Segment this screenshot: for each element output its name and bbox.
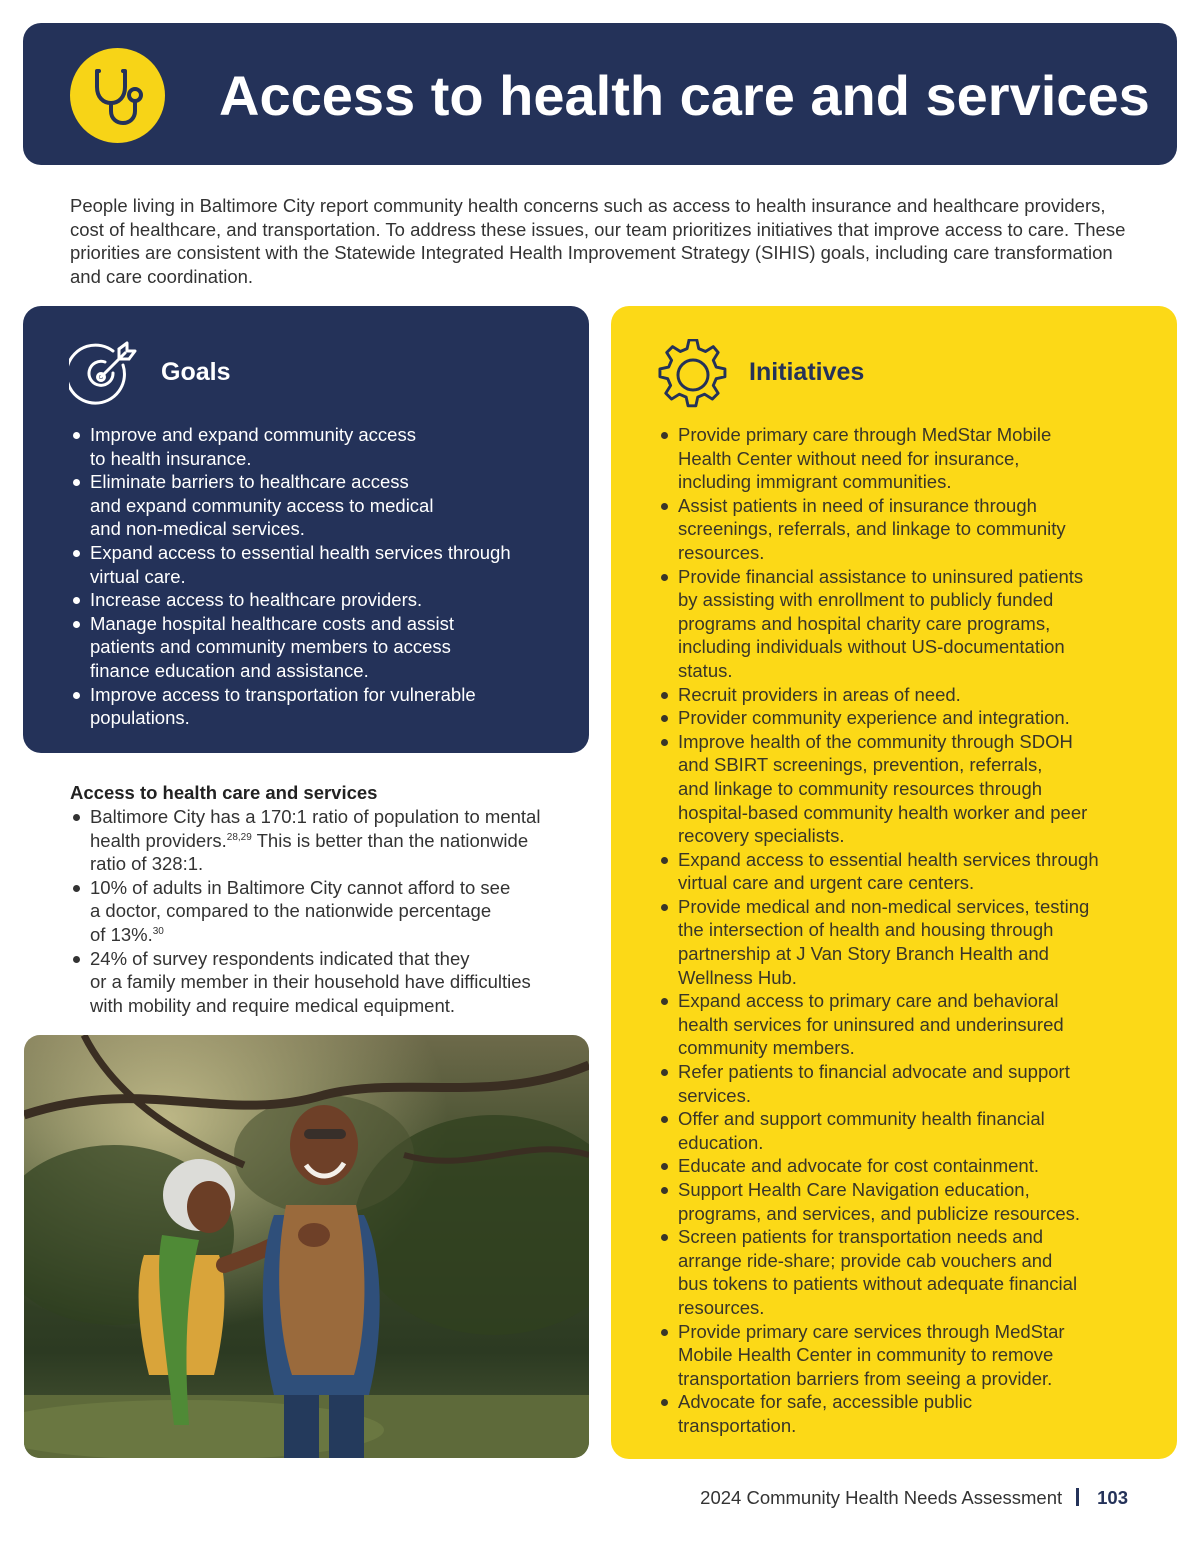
gear-icon (657, 339, 727, 409)
list-item: Advocate for safe, accessible public transportation. (658, 1390, 1158, 1437)
list-item: Baltimore City has a 170:1 ratio of population to mental health providers.$^{28,29}$ This is better than the nationwide ratio of 328:1. (70, 805, 590, 876)
list-item: Provide primary care through MedStar Mobile Health Center without need for insurance, including immigrant communities. (658, 423, 1158, 494)
footnote-ref: 28,29 (226, 831, 252, 843)
target-arrow-icon (69, 339, 139, 409)
list-item: Improve access to transportation for vulnerable populations. (70, 683, 580, 730)
stats-list (70, 805, 590, 1017)
report-name: 2024 Community Health Needs Assessment (700, 1487, 1063, 1508)
list-item: Increase access to healthcare providers. (70, 588, 580, 612)
list-item: Provide primary care services through MedStar Mobile Health Center in community to remove transportation barriers from seeing a provider. (658, 1320, 1158, 1391)
list-item: Refer patients to financial advocate and support services. (658, 1060, 1158, 1107)
goals-panel (23, 306, 589, 753)
page-footer (700, 1486, 1128, 1510)
list-item: Expand access to primary care and behavioral health services for uninsured and underinsured community members. (658, 989, 1158, 1060)
list-item: Educate and advocate for cost containment. (658, 1154, 1158, 1178)
list-item: 10% of adults in Baltimore City cannot afford to see a doctor, compared to the nationwide percentage of 13%.$^{30}$ (70, 876, 590, 947)
intro-paragraph: People living in Baltimore City report community health concerns such as access to health insurance and healthcare providers, cost of healthcare, and transportation. To address these issues, our team prioritizes initiatives that improve access to care. These priorities are consistent with the Statewide Integrated Health Improvement Strategy (SIHIS) goals, including care transformation and care coordination. (70, 195, 1126, 287)
list-item: Expand access to essential health services through virtual care and urgent care centers. (658, 848, 1158, 895)
stats-section (70, 781, 590, 1017)
list-item: Support Health Care Navigation education, programs, and services, and publicize resources. (658, 1178, 1158, 1225)
list-item: Assist patients in need of insurance through screenings, referrals, and linkage to community resources. (658, 494, 1158, 565)
list-item: Manage hospital healthcare costs and assist patients and community members to access finance education and assistance. (70, 612, 580, 683)
list-item: Eliminate barriers to healthcare access and expand community access to medical and non-medical services. (70, 470, 580, 541)
list-item: Offer and support community health financial education. (658, 1107, 1158, 1154)
page-title: Access to health care and services (219, 64, 1150, 127)
initiatives-title: Initiatives (749, 358, 865, 386)
page-number: 103 (1097, 1487, 1128, 1508)
list-item: Recruit providers in areas of need. (658, 683, 1158, 707)
initiatives-panel (611, 306, 1177, 1459)
footnote-ref: 30 (152, 925, 164, 937)
list-item: Improve health of the community through SDOH and SBIRT screenings, prevention, referrals, and linkage to community resources through hospital-based community health worker and peer recovery specialists. (658, 730, 1158, 848)
goals-list (70, 423, 580, 730)
list-item: Expand access to essential health services through virtual care. (70, 541, 580, 588)
list-item: Improve and expand community access to health insurance. (70, 423, 580, 470)
goals-title: Goals (161, 358, 231, 386)
stethoscope-icon (70, 48, 165, 143)
list-item: Provide financial assistance to uninsured patients by assisting with enrollment to publicly funded programs and hospital charity care programs, including individuals without US-documentation status. (658, 565, 1158, 683)
list-item: 24% of survey respondents indicated that they or a family member in their household have difficulties with mobility and require medical equipment. (70, 947, 590, 1018)
list-item: Provide medical and non-medical services, testing the intersection of health and housing through partnership at J Van Story Branch Health and Wellness Hub. (658, 895, 1158, 989)
page-header (23, 23, 1177, 165)
couple-photo (24, 1035, 589, 1458)
stats-title: Access to health care and services (70, 782, 378, 803)
list-item: Screen patients for transportation needs and arrange ride-share; provide cab vouchers and bus tokens to patients without adequate financial resources. (658, 1225, 1158, 1319)
footer-divider (1076, 1488, 1079, 1506)
initiatives-list (658, 423, 1158, 1438)
list-item: Provider community experience and integration. (658, 706, 1158, 730)
